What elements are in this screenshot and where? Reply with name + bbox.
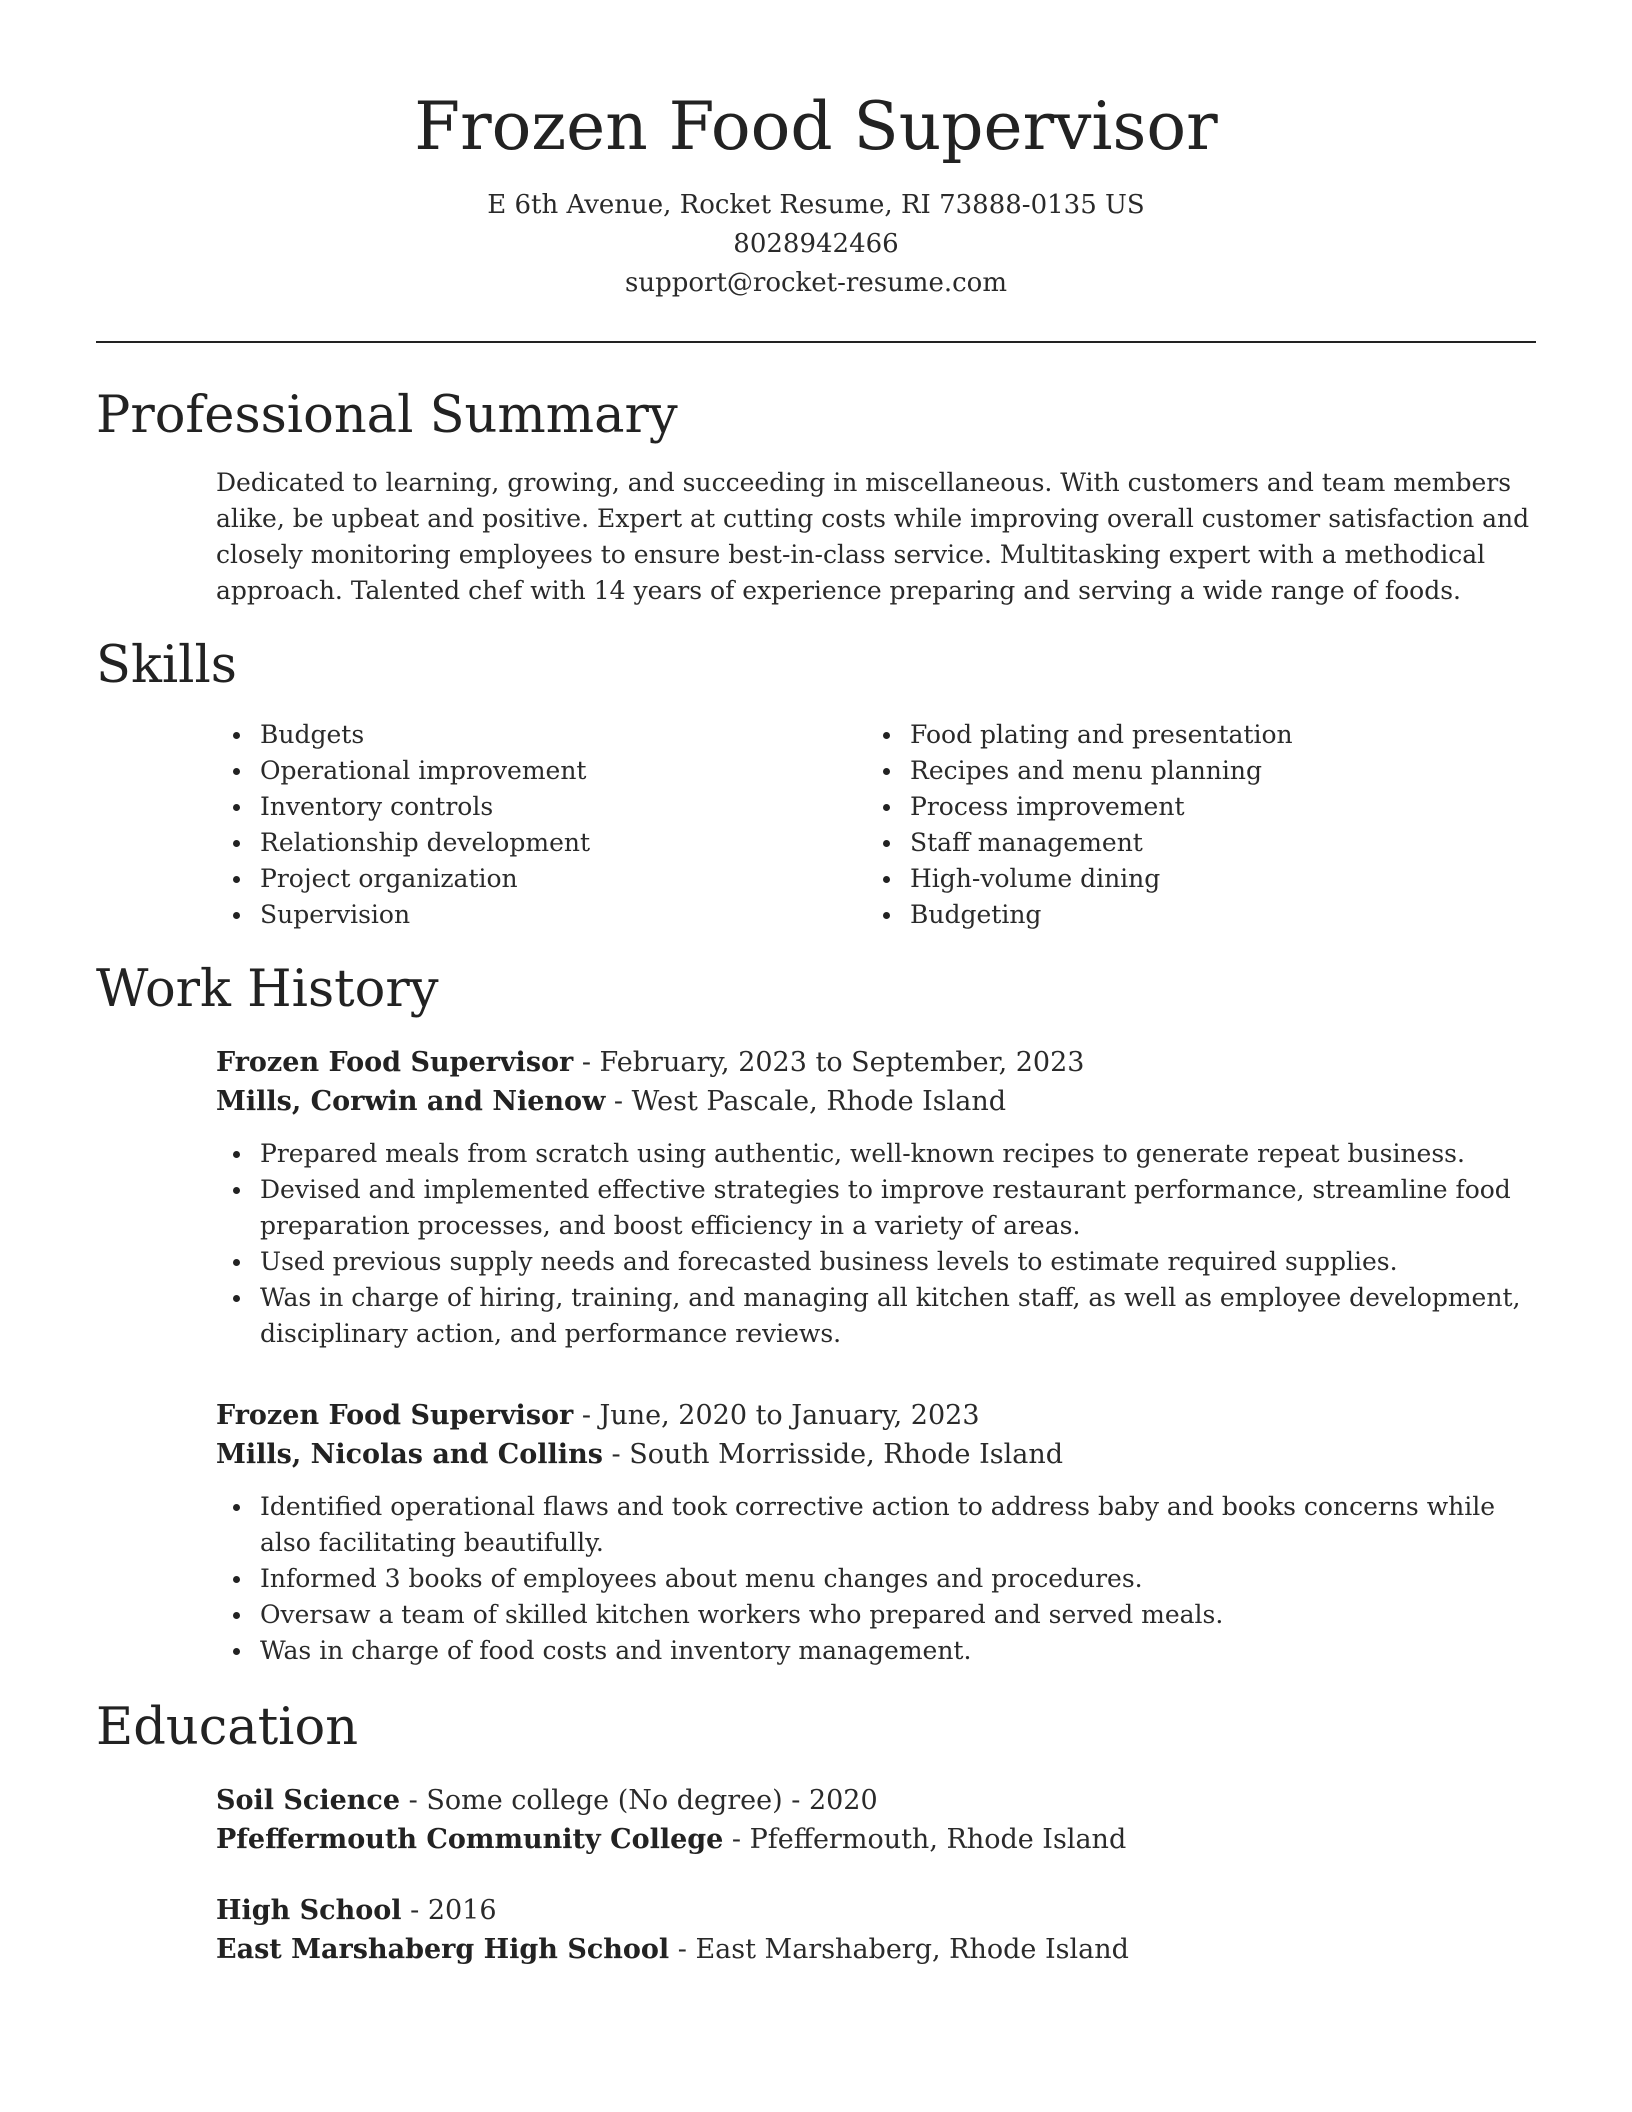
skill-item: Staff management [866,825,1516,861]
education-school-line [216,1930,1536,1969]
job-title-line [216,1396,1536,1435]
education-section [96,1697,1536,1969]
skills-section [96,635,1536,933]
education-location: - Pfeffermouth, Rhode Island [723,1824,1127,1855]
education-entry [96,1891,1536,1969]
education-detail: - 2016 [401,1895,497,1926]
summary-text: Dedicated to learning, growing, and succeeding in miscellaneous. With customers and team members alike, be upbeat and positive. Expert at cutting costs while improving overall customer satisfaction and closely monitoring employees to ensure best-in-class service. Multitasking expert with a methodical approach. Talented chef with 14 years of experience preparing and serving a wide range of foods. [216,468,1530,605]
header-divider [96,341,1536,343]
skills-column-right [866,717,1516,933]
job-company-line [216,1082,1536,1121]
education-school: East Marshaberg High School [216,1934,670,1965]
skills-grid [96,717,1536,933]
job-bullets [216,1489,1536,1669]
job-location: - West Pascale, Rhode Island [605,1086,1007,1117]
contact-phone: 8028942466 [733,229,899,259]
job-location: - South Morrisside, Rhode Island [602,1439,1064,1470]
job-bullet: Informed 3 books of employees about menu changes and procedures. [216,1561,1536,1597]
skill-item: Project organization [216,861,866,897]
education-degree: High School [216,1895,402,1926]
job-company-line [216,1435,1536,1474]
education-degree-line [216,1781,1536,1820]
skill-item: Food plating and presentation [866,717,1516,753]
job-company: Mills, Nicolas and Collins [216,1439,603,1470]
job-bullet: Prepared meals from scratch using authentic, well-known recipes to generate repeat business. [216,1136,1536,1172]
education-degree-line [216,1891,1536,1930]
job-dates: - June, 2020 to January, 2023 [573,1400,980,1431]
job-company: Mills, Corwin and Nienow [216,1086,606,1117]
skill-item: High-volume dining [866,861,1516,897]
job-title-line [216,1043,1536,1082]
education-entry [96,1781,1536,1859]
work-history-heading: Work History [96,960,439,1019]
job-dates: - February, 2023 to September, 2023 [573,1047,1085,1078]
skill-item: Budgeting [866,897,1516,933]
resume-header [96,0,1536,303]
summary-heading: Professional Summary [96,386,678,445]
skill-item: Recipes and menu planning [866,753,1516,789]
job-bullet: Oversaw a team of skilled kitchen workers who prepared and served meals. [216,1597,1536,1633]
skill-item: Inventory controls [216,789,866,825]
summary-section [96,385,1536,609]
contact-address: E 6th Avenue, Rocket Resume, RI 73888-0135 US [487,190,1145,220]
skill-item: Operational improvement [216,753,866,789]
skill-item: Supervision [216,897,866,933]
education-degree: Soil Science [216,1785,401,1816]
job-bullet: Devised and implemented effective strategies to improve restaurant performance, streamline food preparation processes, and boost efficiency in a variety of areas. [216,1172,1536,1244]
job-role: Frozen Food Supervisor [216,1047,574,1078]
job-role: Frozen Food Supervisor [216,1400,574,1431]
job-bullets [216,1136,1536,1352]
job-bullet: Was in charge of food costs and inventory management. [216,1633,1536,1669]
skills-column-left [216,717,866,933]
education-location: - East Marshaberg, Rhode Island [669,1934,1129,1965]
skills-heading: Skills [96,636,237,695]
job-bullet: Used previous supply needs and forecasted business levels to estimate required supplies. [216,1244,1536,1280]
education-detail: - Some college (No degree) - 2020 [400,1785,878,1816]
work-history-section [96,959,1536,1669]
candidate-name: Frozen Food Supervisor [414,88,1218,165]
job-bullet: Was in charge of hiring, training, and managing all kitchen staff, as well as employee development, disciplinary action, and performance reviews. [216,1280,1536,1352]
skill-item: Relationship development [216,825,866,861]
job-bullet: Identified operational flaws and took corrective action to address baby and books concerns while also facilitating beautifully. [216,1489,1536,1561]
education-school: Pfeffermouth Community College [216,1824,724,1855]
job-entry [96,1043,1536,1352]
contact-info [96,186,1536,303]
skill-item: Budgets [216,717,866,753]
education-school-line [216,1820,1536,1859]
job-entry [96,1396,1536,1669]
contact-email: support@rocket-resume.com [624,268,1007,298]
education-heading: Education [96,1698,359,1757]
skill-item: Process improvement [866,789,1516,825]
